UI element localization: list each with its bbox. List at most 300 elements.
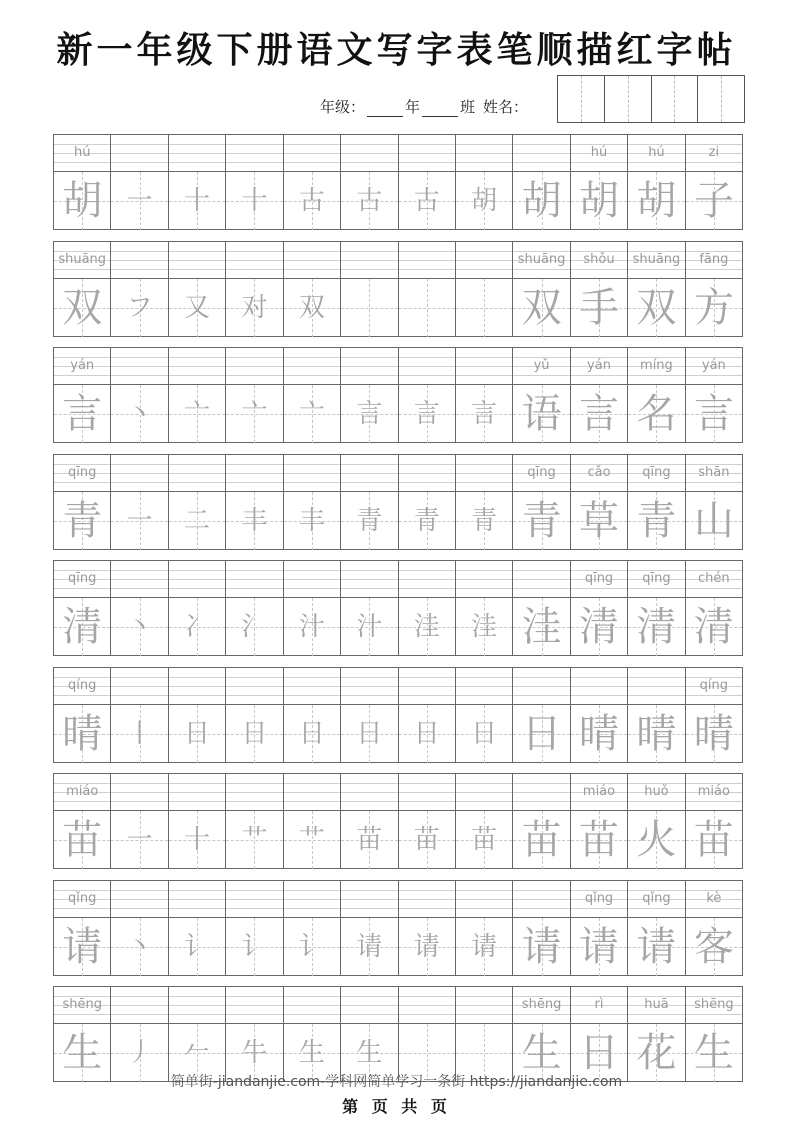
- pinyin-cell: [456, 561, 513, 597]
- tian-grid-cell[interactable]: [628, 918, 685, 976]
- tian-grid-cell[interactable]: [54, 492, 111, 550]
- practice-row: [53, 454, 743, 550]
- tian-grid-cell[interactable]: [456, 598, 513, 656]
- pinyin-text: hú: [73, 145, 91, 160]
- tian-grid-cell[interactable]: [226, 279, 283, 337]
- tian-grid-cell[interactable]: [571, 918, 628, 976]
- trace-character: [456, 279, 512, 337]
- pinyin-cell: [111, 668, 168, 704]
- pinyin-cell: [169, 987, 226, 1023]
- tian-grid-cell[interactable]: [686, 598, 742, 656]
- trace-character: 胡: [471, 186, 498, 216]
- trace-character: 请: [579, 923, 619, 970]
- pinyin-cell: [226, 881, 283, 917]
- pinyin-cell: [341, 561, 398, 597]
- tian-grid-cell[interactable]: [399, 705, 456, 763]
- pinyin-row: [54, 774, 742, 810]
- pinyin-text: qīng: [642, 571, 671, 586]
- pinyin-cell: [341, 455, 398, 491]
- tian-grid-cell[interactable]: [169, 492, 226, 550]
- character-row: [54, 917, 742, 976]
- tian-grid-cell[interactable]: [341, 598, 398, 656]
- pinyin-cell: [111, 881, 168, 917]
- pinyin-cell: [399, 668, 456, 704]
- trace-character: 言: [471, 399, 498, 429]
- trace-character: 山: [693, 497, 734, 544]
- trace-character: 丶: [126, 399, 153, 429]
- trace-character: 胡: [521, 178, 562, 224]
- tian-grid-cell[interactable]: [399, 172, 456, 230]
- pinyin-cell: [399, 987, 456, 1023]
- tian-grid-cell[interactable]: [111, 279, 168, 337]
- trace-character: 日: [579, 1030, 619, 1076]
- pinyin-cell: [456, 881, 513, 917]
- pinyin-row: [54, 668, 742, 704]
- pinyin-cell: [169, 774, 226, 810]
- tian-grid-cell[interactable]: [686, 172, 742, 230]
- pinyin-text: huā: [644, 997, 669, 1012]
- name-label: 姓名：: [483, 98, 529, 116]
- pinyin-cell: [399, 135, 456, 171]
- character-row: [54, 384, 742, 443]
- trace-character: 讠: [241, 931, 268, 962]
- class-field[interactable]: [422, 102, 458, 117]
- trace-character: 汁: [356, 612, 383, 642]
- pinyin-text: cǎo: [587, 464, 611, 480]
- tian-grid-cell[interactable]: [341, 385, 398, 443]
- model-character: 苗: [62, 817, 103, 863]
- tian-grid-cell[interactable]: [169, 279, 226, 337]
- pinyin-cell: [111, 135, 168, 171]
- pinyin-text: qǐng: [642, 890, 671, 906]
- pinyin-cell: [169, 242, 226, 278]
- pinyin-cell: [513, 668, 570, 704]
- tian-grid-cell[interactable]: [341, 811, 398, 869]
- trace-character: 日: [413, 718, 440, 749]
- character-row: [54, 171, 742, 230]
- tian-grid-cell[interactable]: [571, 705, 628, 763]
- tian-grid-cell[interactable]: [54, 598, 111, 656]
- pinyin-text: shān: [698, 464, 730, 480]
- pinyin-cell: [399, 242, 456, 278]
- tian-grid-cell[interactable]: [513, 598, 570, 656]
- tian-grid-cell[interactable]: [571, 279, 628, 337]
- pinyin-row: [54, 242, 742, 278]
- pinyin-cell: [571, 561, 628, 597]
- tian-grid-cell[interactable]: [513, 918, 570, 976]
- tian-grid-cell[interactable]: [399, 598, 456, 656]
- trace-character: 一: [126, 505, 153, 536]
- tian-grid-cell[interactable]: [284, 172, 341, 230]
- tian-grid-cell[interactable]: [169, 385, 226, 443]
- trace-character: 生: [521, 1030, 562, 1076]
- pinyin-cell: [341, 242, 398, 278]
- pinyin-cell: [456, 135, 513, 171]
- practice-row: [53, 880, 743, 976]
- practice-row: [53, 773, 743, 869]
- pinyin-cell: [686, 348, 742, 384]
- trace-character: 十: [241, 186, 268, 216]
- tian-grid-cell[interactable]: [399, 279, 456, 337]
- trace-character: 请: [413, 931, 440, 962]
- tian-grid-cell[interactable]: [284, 811, 341, 869]
- trace-character: 请: [471, 931, 498, 962]
- trace-character: 丰: [298, 505, 325, 536]
- tian-grid-cell[interactable]: [111, 918, 168, 976]
- trace-character: 清: [636, 604, 677, 650]
- tian-grid-cell[interactable]: [284, 918, 341, 976]
- year-suffix: 年: [405, 98, 421, 116]
- trace-character: 双: [636, 284, 677, 331]
- tian-grid-cell[interactable]: [571, 598, 628, 656]
- pinyin-cell: [111, 774, 168, 810]
- tian-grid-cell[interactable]: [513, 279, 570, 337]
- pinyin-text: yǔ: [533, 358, 550, 373]
- name-boxes[interactable]: [557, 75, 745, 123]
- tian-grid-cell[interactable]: [571, 385, 628, 443]
- name-box-cell[interactable]: [698, 76, 744, 122]
- trace-character: 日: [471, 718, 498, 749]
- pinyin-text: shǒu: [583, 251, 615, 267]
- tian-grid-cell[interactable]: [686, 811, 742, 869]
- page-footer: 第 页 共 页: [342, 1097, 451, 1116]
- pinyin-cell: [226, 242, 283, 278]
- pinyin-cell: [628, 561, 685, 597]
- trace-character: 请: [636, 923, 677, 970]
- pinyin-cell: [686, 561, 742, 597]
- pinyin-cell: [169, 455, 226, 491]
- pinyin-cell: [628, 455, 685, 491]
- tian-grid-cell[interactable]: [341, 172, 398, 230]
- trace-character: 洼: [413, 612, 440, 642]
- trace-character: 苗: [413, 825, 440, 855]
- pinyin-text: yán: [701, 358, 726, 373]
- pinyin-cell: [513, 774, 570, 810]
- name-box-cell[interactable]: [558, 76, 605, 122]
- pinyin-cell: [571, 774, 628, 810]
- trace-character: 草: [579, 497, 619, 544]
- tian-grid-cell[interactable]: [628, 811, 685, 869]
- trace-character: 亠: [298, 399, 325, 429]
- tian-grid-cell[interactable]: [169, 598, 226, 656]
- pinyin-cell: [571, 455, 628, 491]
- trace-character: 二: [184, 505, 211, 536]
- pinyin-cell: [571, 135, 628, 171]
- pinyin-cell: [169, 348, 226, 384]
- pinyin-cell: [226, 348, 283, 384]
- tian-grid-cell[interactable]: [628, 279, 685, 337]
- trace-character: 亠: [184, 399, 211, 429]
- tian-grid-cell[interactable]: [226, 811, 283, 869]
- pinyin-cell: [628, 774, 685, 810]
- tian-grid-cell[interactable]: [399, 492, 456, 550]
- tian-grid-cell[interactable]: [111, 385, 168, 443]
- trace-character: 生: [356, 1038, 383, 1068]
- pinyin-cell: [169, 668, 226, 704]
- trace-character: 青: [521, 497, 562, 544]
- pinyin-text: qīng: [68, 464, 97, 480]
- pinyin-cell: [341, 668, 398, 704]
- watermark-text: 简单街-jiandanjie.com-学科网简单学习一条街 https://jiandanjie.com: [170, 1074, 623, 1090]
- character-row: [54, 810, 742, 869]
- pinyin-text: zi: [708, 145, 720, 160]
- tian-grid-cell[interactable]: [628, 705, 685, 763]
- tian-grid-cell[interactable]: [513, 705, 570, 763]
- trace-character: 请: [521, 923, 562, 970]
- pinyin-cell: [226, 774, 283, 810]
- trace-character: 手: [579, 284, 619, 331]
- trace-character: 言: [413, 399, 440, 429]
- tian-grid-cell[interactable]: [686, 918, 742, 976]
- model-character: 生: [62, 1030, 103, 1076]
- pinyin-cell: [513, 242, 570, 278]
- tian-grid-cell[interactable]: [341, 705, 398, 763]
- tian-grid-cell[interactable]: [456, 492, 513, 550]
- pinyin-cell: [284, 774, 341, 810]
- tian-grid-cell[interactable]: [226, 385, 283, 443]
- tian-grid-cell[interactable]: [686, 279, 742, 337]
- model-character: 言: [62, 391, 103, 437]
- tian-grid-cell[interactable]: [628, 492, 685, 550]
- tian-grid-cell[interactable]: [456, 811, 513, 869]
- tian-grid-cell[interactable]: [571, 811, 628, 869]
- trace-character: 晴: [693, 710, 734, 757]
- pinyin-cell: [399, 774, 456, 810]
- pinyin-text: qíng: [699, 677, 729, 693]
- trace-character: 日: [521, 710, 562, 757]
- tian-grid-cell[interactable]: [226, 598, 283, 656]
- pinyin-cell: [513, 348, 570, 384]
- model-character: 清: [62, 604, 103, 650]
- name-box-cell[interactable]: [605, 76, 652, 122]
- tian-grid-cell[interactable]: [456, 385, 513, 443]
- trace-character: 胡: [636, 178, 677, 224]
- pinyin-cell: [456, 987, 513, 1023]
- pinyin-cell: [226, 987, 283, 1023]
- pinyin-cell: [54, 881, 111, 917]
- trace-character: 青: [356, 505, 383, 536]
- trace-character: 青: [636, 497, 677, 544]
- trace-character: 一: [126, 186, 153, 216]
- tian-grid-cell[interactable]: [399, 811, 456, 869]
- pinyin-cell: [111, 987, 168, 1023]
- tian-grid-cell[interactable]: [628, 385, 685, 443]
- pinyin-cell: [341, 987, 398, 1023]
- tian-grid-cell[interactable]: [54, 811, 111, 869]
- trace-character: 丰: [241, 505, 268, 536]
- pinyin-text: qīng: [527, 464, 556, 480]
- tian-grid-cell[interactable]: [456, 172, 513, 230]
- pinyin-cell: [628, 135, 685, 171]
- pinyin-cell: [111, 348, 168, 384]
- pinyin-text: hú: [590, 145, 608, 160]
- pinyin-cell: [284, 348, 341, 384]
- pinyin-cell: [54, 135, 111, 171]
- trace-character: 清: [579, 604, 619, 650]
- model-character: 双: [62, 284, 103, 331]
- pinyin-cell: [686, 455, 742, 491]
- pinyin-cell: [399, 455, 456, 491]
- tian-grid-cell[interactable]: [628, 172, 685, 230]
- tian-grid-cell[interactable]: [513, 492, 570, 550]
- tian-grid-cell[interactable]: [628, 598, 685, 656]
- tian-grid-cell[interactable]: [54, 385, 111, 443]
- trace-character: 日: [241, 718, 268, 749]
- trace-character: 苗: [693, 817, 734, 863]
- tian-grid-cell[interactable]: [456, 705, 513, 763]
- trace-character: 清: [693, 604, 734, 650]
- pinyin-cell: [54, 242, 111, 278]
- trace-character: 言: [693, 391, 734, 437]
- tian-grid-cell[interactable]: [111, 705, 168, 763]
- name-box-cell[interactable]: [652, 76, 699, 122]
- trace-character: 请: [356, 931, 383, 962]
- trace-character: 日: [298, 718, 325, 749]
- pinyin-cell: [456, 455, 513, 491]
- trace-character: 丶: [126, 612, 153, 642]
- pinyin-text: qíng: [68, 677, 97, 693]
- trace-character: 苗: [356, 825, 383, 855]
- trace-character: 洼: [471, 612, 498, 642]
- pinyin-text: miáo: [582, 784, 616, 799]
- pinyin-cell: [628, 348, 685, 384]
- tian-grid-cell[interactable]: [456, 918, 513, 976]
- grade-year-field[interactable]: [367, 102, 403, 117]
- pinyin-cell: [111, 561, 168, 597]
- trace-character: 花: [636, 1030, 677, 1076]
- pinyin-cell: [628, 668, 685, 704]
- trace-character: 生: [298, 1038, 325, 1068]
- pinyin-cell: [513, 135, 570, 171]
- tian-grid-cell[interactable]: [284, 705, 341, 763]
- tian-grid-cell[interactable]: [284, 492, 341, 550]
- pinyin-text: chén: [698, 571, 730, 586]
- pinyin-cell: [686, 668, 742, 704]
- student-info-line: [320, 96, 528, 117]
- pinyin-cell: [54, 987, 111, 1023]
- trace-character: 苗: [579, 817, 619, 863]
- pinyin-cell: [686, 135, 742, 171]
- pinyin-cell: [54, 561, 111, 597]
- tian-grid-cell[interactable]: [226, 172, 283, 230]
- tian-grid-cell[interactable]: [513, 385, 570, 443]
- pinyin-cell: [284, 561, 341, 597]
- pinyin-text: huǒ: [644, 784, 669, 799]
- pinyin-text: qīng: [642, 464, 671, 480]
- tian-grid-cell[interactable]: [54, 172, 111, 230]
- pinyin-text: shuāng: [58, 251, 107, 267]
- tian-grid-cell[interactable]: [226, 492, 283, 550]
- trace-character: 亠: [241, 399, 268, 429]
- character-row: [54, 278, 742, 337]
- pinyin-cell: [341, 348, 398, 384]
- trace-character: 古: [298, 186, 325, 216]
- trace-character: 日: [356, 718, 383, 749]
- tian-grid-cell[interactable]: [513, 172, 570, 230]
- tian-grid-cell[interactable]: [284, 598, 341, 656]
- trace-character: 方: [693, 284, 734, 331]
- tian-grid-cell[interactable]: [284, 385, 341, 443]
- pinyin-row: [54, 455, 742, 491]
- tian-grid-cell[interactable]: [169, 918, 226, 976]
- pinyin-cell: [571, 242, 628, 278]
- pinyin-cell: [571, 668, 628, 704]
- pinyin-text: yán: [70, 358, 95, 373]
- trace-character: 牛: [241, 1038, 268, 1068]
- pinyin-text: miáo: [697, 784, 730, 799]
- tian-grid-cell[interactable]: [226, 918, 283, 976]
- trace-character: フ: [126, 292, 153, 323]
- tian-grid-cell[interactable]: [686, 492, 742, 550]
- trace-character: 青: [413, 505, 440, 536]
- tian-grid-cell[interactable]: [456, 279, 513, 337]
- tian-grid-cell[interactable]: [169, 705, 226, 763]
- pinyin-cell: [54, 774, 111, 810]
- pinyin-row: [54, 135, 742, 171]
- trace-character: 丶: [126, 931, 153, 962]
- pinyin-text: miáo: [66, 784, 99, 799]
- pinyin-cell: [513, 561, 570, 597]
- tian-grid-cell[interactable]: [111, 811, 168, 869]
- pinyin-cell: [628, 242, 685, 278]
- tian-grid-cell[interactable]: [54, 918, 111, 976]
- tian-grid-cell[interactable]: [571, 172, 628, 230]
- trace-character: 一: [126, 825, 153, 855]
- tian-grid-cell[interactable]: [111, 598, 168, 656]
- practice-row: [53, 347, 743, 443]
- pinyin-cell: [284, 242, 341, 278]
- tian-grid-cell[interactable]: [341, 918, 398, 976]
- tian-grid-cell[interactable]: [111, 172, 168, 230]
- tian-grid-cell[interactable]: [513, 811, 570, 869]
- pinyin-text: yán: [587, 358, 611, 373]
- pinyin-cell: [571, 348, 628, 384]
- pinyin-cell: [111, 455, 168, 491]
- pinyin-cell: [686, 774, 742, 810]
- model-character: 胡: [62, 178, 103, 224]
- trace-character: 洼: [521, 604, 562, 650]
- model-character: 请: [62, 923, 103, 970]
- pinyin-cell: [284, 881, 341, 917]
- pinyin-text: qīng: [68, 571, 97, 586]
- pinyin-cell: [169, 135, 226, 171]
- tian-grid-cell[interactable]: [686, 705, 742, 763]
- pinyin-cell: [169, 881, 226, 917]
- pinyin-cell: [456, 242, 513, 278]
- pinyin-cell: [284, 455, 341, 491]
- tian-grid-cell[interactable]: [571, 492, 628, 550]
- trace-character: 十: [184, 825, 211, 855]
- pinyin-text: shēng: [521, 997, 562, 1012]
- tian-grid-cell[interactable]: [111, 492, 168, 550]
- pinyin-cell: [226, 561, 283, 597]
- tian-grid-cell[interactable]: [226, 705, 283, 763]
- tian-grid-cell[interactable]: [54, 279, 111, 337]
- trace-character: 汁: [298, 612, 325, 642]
- pinyin-cell: [456, 668, 513, 704]
- tian-grid-cell[interactable]: [169, 811, 226, 869]
- pinyin-text: fāng: [699, 251, 729, 267]
- tian-grid-cell[interactable]: [399, 918, 456, 976]
- tian-grid-cell[interactable]: [341, 492, 398, 550]
- tian-grid-cell[interactable]: [399, 385, 456, 443]
- tian-grid-cell[interactable]: [341, 279, 398, 337]
- tian-grid-cell[interactable]: [169, 172, 226, 230]
- tian-grid-cell[interactable]: [284, 279, 341, 337]
- tian-grid-cell[interactable]: [686, 385, 742, 443]
- tian-grid-cell[interactable]: [54, 705, 111, 763]
- model-character: 晴: [62, 710, 103, 757]
